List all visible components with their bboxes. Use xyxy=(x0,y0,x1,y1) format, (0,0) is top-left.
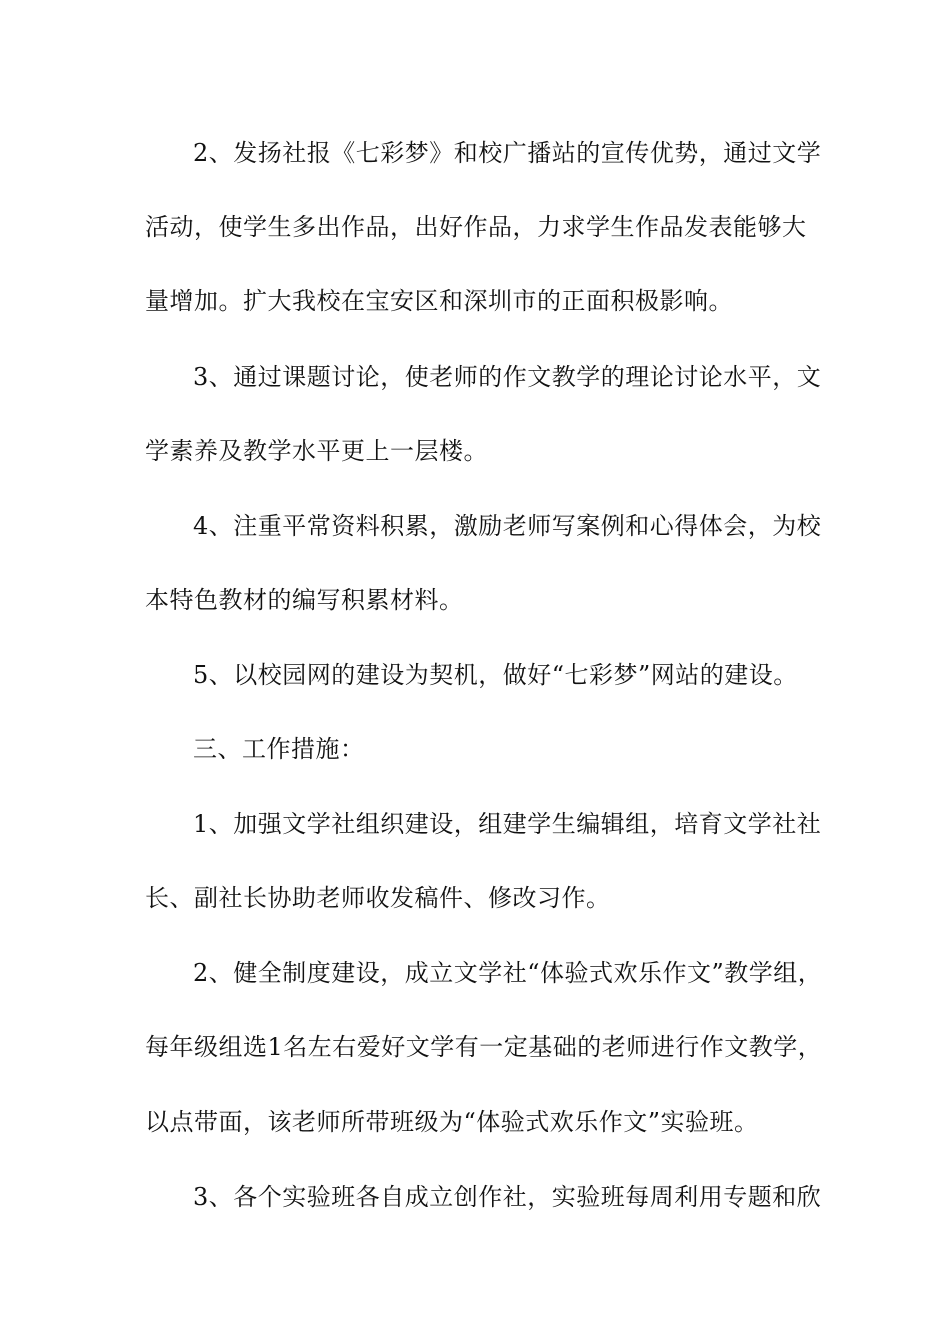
paragraph-line: 2、发扬社报《七彩梦》和校广播站的宣传优势，通过文学 xyxy=(193,139,822,167)
paragraph-line: 3、各个实验班各自成立创作社，实验班每周利用专题和欣 xyxy=(193,1183,822,1211)
paragraph-line: 每年级组选1名左右爱好文学有一定基础的老师进行作文教学， xyxy=(145,1033,823,1061)
paragraph-line: 5、以校园网的建设为契机，做好“七彩梦”网站的建设。 xyxy=(193,661,798,689)
paragraph-line: 长、副社长协助老师收发稿件、修改习作。 xyxy=(145,884,611,912)
paragraph-line: 3、通过课题讨论，使老师的作文教学的理论讨论水平，文 xyxy=(193,363,822,391)
paragraph-line: 2、健全制度建设，成立文学社“体验式欢乐作文”教学组， xyxy=(193,959,823,987)
paragraph-line: 学素养及教学水平更上一层楼。 xyxy=(145,437,488,465)
paragraph-line: 1、加强文学社组织建设，组建学生编辑组，培育文学社社 xyxy=(193,810,822,838)
paragraph-line: 以点带面，该老师所带班级为“体验式欢乐作文”实验班。 xyxy=(145,1108,759,1136)
paragraph-line: 活动，使学生多出作品，出好作品，力求学生作品发表能够大 xyxy=(145,213,807,241)
paragraph-line: 4、注重平常资料积累，激励老师写案例和心得体会，为校 xyxy=(193,512,822,540)
section-heading: 三、工作措施： xyxy=(193,735,365,763)
paragraph-line: 量增加。扩大我校在宝安区和深圳市的正面积极影响。 xyxy=(145,287,733,315)
paragraph-line: 本特色教材的编写积累材料。 xyxy=(145,586,464,614)
